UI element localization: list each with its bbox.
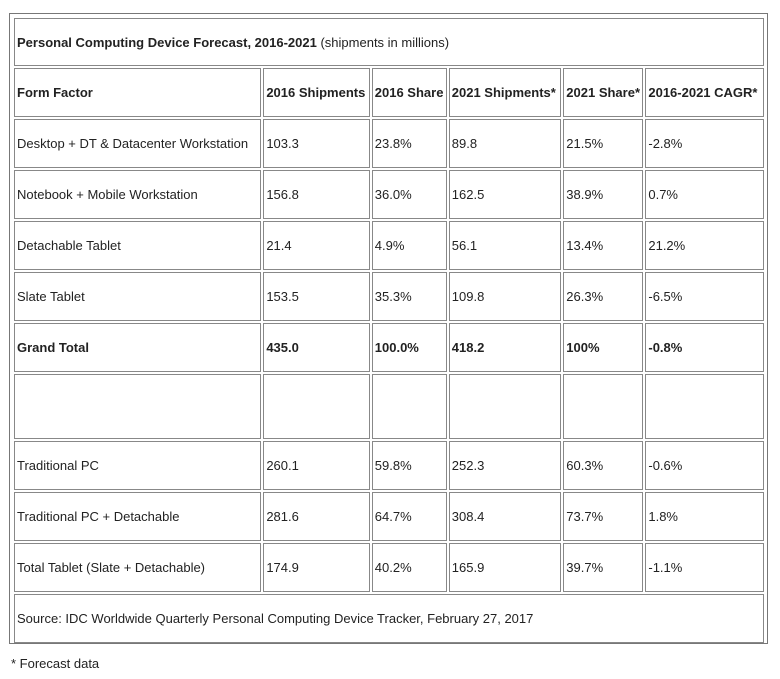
table-cell: 21.4 [263,221,369,270]
table-cell: Slate Tablet [14,272,261,321]
grand-total-row [14,323,764,372]
forecast-footnote: * Forecast data [11,656,100,671]
table-cell: 174.9 [263,543,369,592]
table-cell: 64.7% [372,492,447,541]
table-row [14,543,764,592]
table-cell: Notebook + Mobile Workstation [14,170,261,219]
table-cell: 308.4 [449,492,562,541]
table-row [14,492,764,541]
empty-cell [372,374,447,439]
table-cell: 73.7% [563,492,643,541]
table-cell: -0.6% [645,441,764,490]
empty-cell [14,374,261,439]
header-cell: 2021 Shipments* [449,68,562,117]
table-row [14,170,764,219]
table-cell: Desktop + DT & Datacenter Workstation [14,119,261,168]
table-title-bold: Personal Computing Device Forecast, 2016-2021 [17,34,317,50]
table-cell: 13.4% [563,221,643,270]
table-title [14,18,764,66]
header-cell: 2016 Shipments [263,68,369,117]
empty-cell [645,374,764,439]
source-row [14,594,764,643]
table-cell: Total Tablet (Slate + Detachable) [14,543,261,592]
table-cell: 252.3 [449,441,562,490]
table-cell: -2.8% [645,119,764,168]
table-cell: -0.8% [645,323,764,372]
table-cell: 89.8 [449,119,562,168]
table-cell: 162.5 [449,170,562,219]
header-cell: 2021 Share* [563,68,643,117]
table-cell: 0.7% [645,170,764,219]
table-cell: 418.2 [449,323,562,372]
header-cell: Form Factor [14,68,261,117]
header-row [14,68,764,117]
table-cell: Traditional PC [14,441,261,490]
empty-cell [563,374,643,439]
forecast-table [12,16,766,645]
table-cell: 60.3% [563,441,643,490]
table-cell: Grand Total [14,323,261,372]
table-cell: 435.0 [263,323,369,372]
table-title-row [14,18,764,66]
table-row [14,119,764,168]
table-row [14,441,764,490]
table-cell: 165.9 [449,543,562,592]
table-cell: 36.0% [372,170,447,219]
table-cell: 281.6 [263,492,369,541]
source-note: Source: IDC Worldwide Quarterly Personal Computing Device Tracker, February 27, 2017 [14,594,764,643]
table-cell: 100.0% [372,323,447,372]
table-title-unit: (shipments in millions) [316,34,450,50]
table-cell: 23.8% [372,119,447,168]
table-cell: Traditional PC + Detachable [14,492,261,541]
empty-spacer-row [14,374,764,439]
table-cell: 4.9% [372,221,447,270]
table-cell: 1.8% [645,492,764,541]
table-cell: 100% [563,323,643,372]
table-cell: 35.3% [372,272,447,321]
table-cell: 56.1 [449,221,562,270]
table-cell: 260.1 [263,441,369,490]
table-cell: 26.3% [563,272,643,321]
header-cell: 2016-2021 CAGR* [645,68,764,117]
table-cell: 59.8% [372,441,447,490]
table-cell: 38.9% [563,170,643,219]
table-cell: 109.8 [449,272,562,321]
table-cell: 103.3 [263,119,369,168]
table-cell: 39.7% [563,543,643,592]
header-cell: 2016 Share [372,68,447,117]
table-cell: 40.2% [372,543,447,592]
empty-cell [449,374,562,439]
table-row [14,272,764,321]
table-cell: -6.5% [645,272,764,321]
forecast-table-frame [9,13,768,644]
table-cell: 21.5% [563,119,643,168]
table-cell: 156.8 [263,170,369,219]
table-cell: Detachable Tablet [14,221,261,270]
empty-cell [263,374,369,439]
table-row [14,221,764,270]
table-cell: 21.2% [645,221,764,270]
table-cell: -1.1% [645,543,764,592]
table-cell: 153.5 [263,272,369,321]
